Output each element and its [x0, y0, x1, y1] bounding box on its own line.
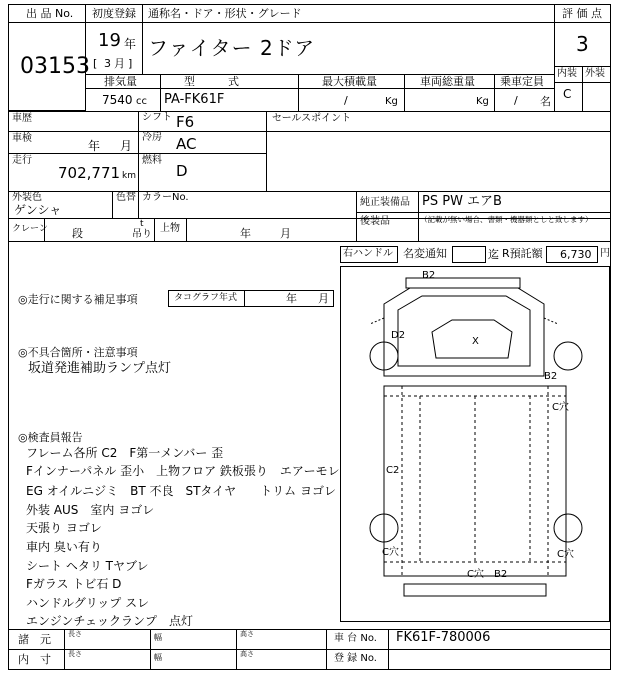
tachograph-month-unit: 月	[318, 292, 329, 305]
capacity-sep: /	[514, 94, 518, 107]
defects-label: ◎不具合箇所・注意事項	[18, 346, 138, 359]
crane-stage: 段	[72, 227, 83, 240]
inner-width-label: 幅	[154, 653, 162, 662]
inspector-report-label: ◎検査員報告	[18, 431, 83, 444]
score-value: 3	[576, 32, 589, 56]
mileage-unit: km	[122, 171, 136, 181]
displacement-value: 7540	[102, 93, 133, 107]
diagram-d2: D2	[391, 330, 406, 341]
handle-value: 右ハンドル	[343, 248, 393, 259]
diagram-c2: C2	[386, 465, 400, 476]
diagram-b2-top: B2	[422, 270, 436, 281]
ext-color-label: 外装色	[12, 192, 42, 203]
lot-no-value: 03153	[20, 54, 90, 79]
max-load-unit: Kg	[385, 96, 398, 107]
report-line: シート ヘタリ Tヤブレ	[26, 559, 149, 573]
height-label: 高さ	[240, 630, 254, 638]
first-reg-month-unit: 月	[114, 57, 125, 70]
name-change-box	[452, 246, 486, 263]
shift-label: シフト	[142, 112, 172, 123]
history-label: 車歴	[12, 113, 32, 124]
max-load-sep: /	[344, 94, 348, 107]
displacement-label: 排気量	[104, 75, 137, 88]
registration-no-label: 登 録 No.	[334, 653, 377, 664]
fuel-value: D	[176, 162, 188, 180]
upper-label: 上物	[160, 223, 180, 234]
mileage-label: 走行	[12, 155, 32, 166]
upper-year-unit: 年	[240, 227, 251, 240]
crane-ton-unit: t	[140, 219, 144, 229]
capacity-unit: 名	[540, 95, 551, 108]
diagram-c-hole-right: C穴	[552, 402, 569, 413]
tachograph-year-unit: 年	[286, 292, 297, 305]
inner-length-label: 長さ	[68, 650, 82, 658]
model-name-label: 通称名・ドア・形状・グレード	[148, 7, 302, 20]
dims-label: 諸 元	[18, 633, 51, 646]
report-line: 車内 臭い有り	[26, 540, 102, 554]
fuel-label: 燃料	[142, 155, 162, 166]
aircon-label: 冷房	[142, 132, 162, 143]
inner-height-label: 高さ	[240, 650, 254, 658]
interior-grade-value: C	[563, 87, 572, 101]
aftermarket-note: （記載が無い場合、書類・機器類としと致します）	[420, 215, 593, 224]
diagram-x: X	[472, 336, 479, 347]
tachograph-label: タコグラフ年式	[174, 293, 238, 303]
crane-hang: 吊り	[132, 229, 152, 240]
r-reserve-unit: 円	[600, 248, 610, 259]
std-equipment-label: 純正装備品	[360, 197, 410, 208]
std-equipment-value: PS PW エアB	[422, 194, 502, 209]
gross-weight-unit: Kg	[476, 96, 489, 107]
crane-label: クレーン	[12, 224, 48, 234]
report-line: エンジンチェックランプ 点灯	[26, 614, 194, 628]
model-name: ファイター 2ドア	[148, 36, 316, 60]
first-reg-year-unit: 年	[124, 37, 137, 51]
max-load-label: 最大積載量	[322, 75, 377, 88]
inner-dims-label: 内 寸	[18, 653, 51, 666]
driving-notes-label: ◎走行に関する補足事項	[18, 293, 138, 306]
bracket-open: [	[93, 57, 98, 70]
sales-point-label: セールスポイント	[272, 113, 352, 124]
color-change-label: 色替	[116, 192, 136, 203]
capacity-label: 乗車定員	[500, 75, 544, 88]
report-line: 天張り ヨゴレ	[26, 521, 102, 535]
inspection-month-unit: 月	[120, 139, 133, 153]
first-reg-month: 3	[104, 57, 111, 70]
diagram-b2-right: B2	[544, 371, 558, 382]
mileage-value: 702,771	[58, 164, 121, 182]
displacement-unit: cc	[136, 96, 147, 107]
report-line: Fインナーパネル 歪小 上物フロア 鉄板張り エアーモレ	[26, 464, 340, 478]
exterior-grade-label: 外装	[585, 68, 605, 79]
bracket-close: ]	[128, 57, 133, 70]
ext-color-value: ゲンシャ	[14, 203, 62, 217]
defect-line: 坂道発進補助ランプ点灯	[28, 361, 172, 376]
diagram-rear: C穴 B2	[467, 569, 508, 580]
lot-no-label: 出 品 No.	[26, 7, 74, 20]
report-line: 外装 AUS 室内 ヨゴレ	[26, 503, 155, 517]
inspection-label: 車検	[12, 133, 32, 144]
sales-divider	[266, 131, 611, 132]
shift-value: F6	[176, 113, 195, 131]
diagram-c-hole-right2: C穴	[557, 549, 574, 560]
color-no-label: カラーNo.	[142, 192, 189, 203]
note-mark: 迄	[488, 248, 499, 261]
report-line: EG オイルニジミ BT 不良 STタイヤ トリム ヨゴレ	[26, 484, 336, 498]
report-line: フレーム各所 C2 F第一メンバー 歪	[26, 446, 224, 460]
model-code-value: PA-FK61F	[164, 92, 225, 107]
chassis-no-value: FK61F-780006	[396, 630, 491, 645]
r-reserve-label: R預託額	[502, 247, 543, 260]
width-label: 幅	[154, 633, 162, 642]
report-line: ハンドルグリップ スレ	[26, 596, 150, 610]
first-reg-label: 初度登録	[92, 7, 136, 20]
interior-grade-label: 内装	[557, 68, 577, 79]
r-reserve-value: 6,730	[560, 248, 592, 261]
aircon-value: AC	[176, 135, 197, 153]
first-reg-year: 19	[98, 30, 121, 51]
aftermarket-label: 後装品	[360, 216, 390, 227]
inspection-year-unit: 年	[88, 139, 101, 153]
chassis-no-label: 車 台 No.	[334, 633, 377, 644]
name-change-label: 名変通知	[403, 247, 447, 260]
model-code-label: 型 式	[184, 75, 239, 88]
score-label: 評 価 点	[562, 7, 602, 20]
gross-weight-label: 車両総重量	[420, 75, 475, 88]
report-line: Fガラス トビ石 D	[26, 577, 122, 591]
length-label: 長さ	[68, 630, 82, 638]
upper-month-unit: 月	[280, 227, 291, 240]
diagram-c-hole-left: C穴	[382, 547, 399, 558]
